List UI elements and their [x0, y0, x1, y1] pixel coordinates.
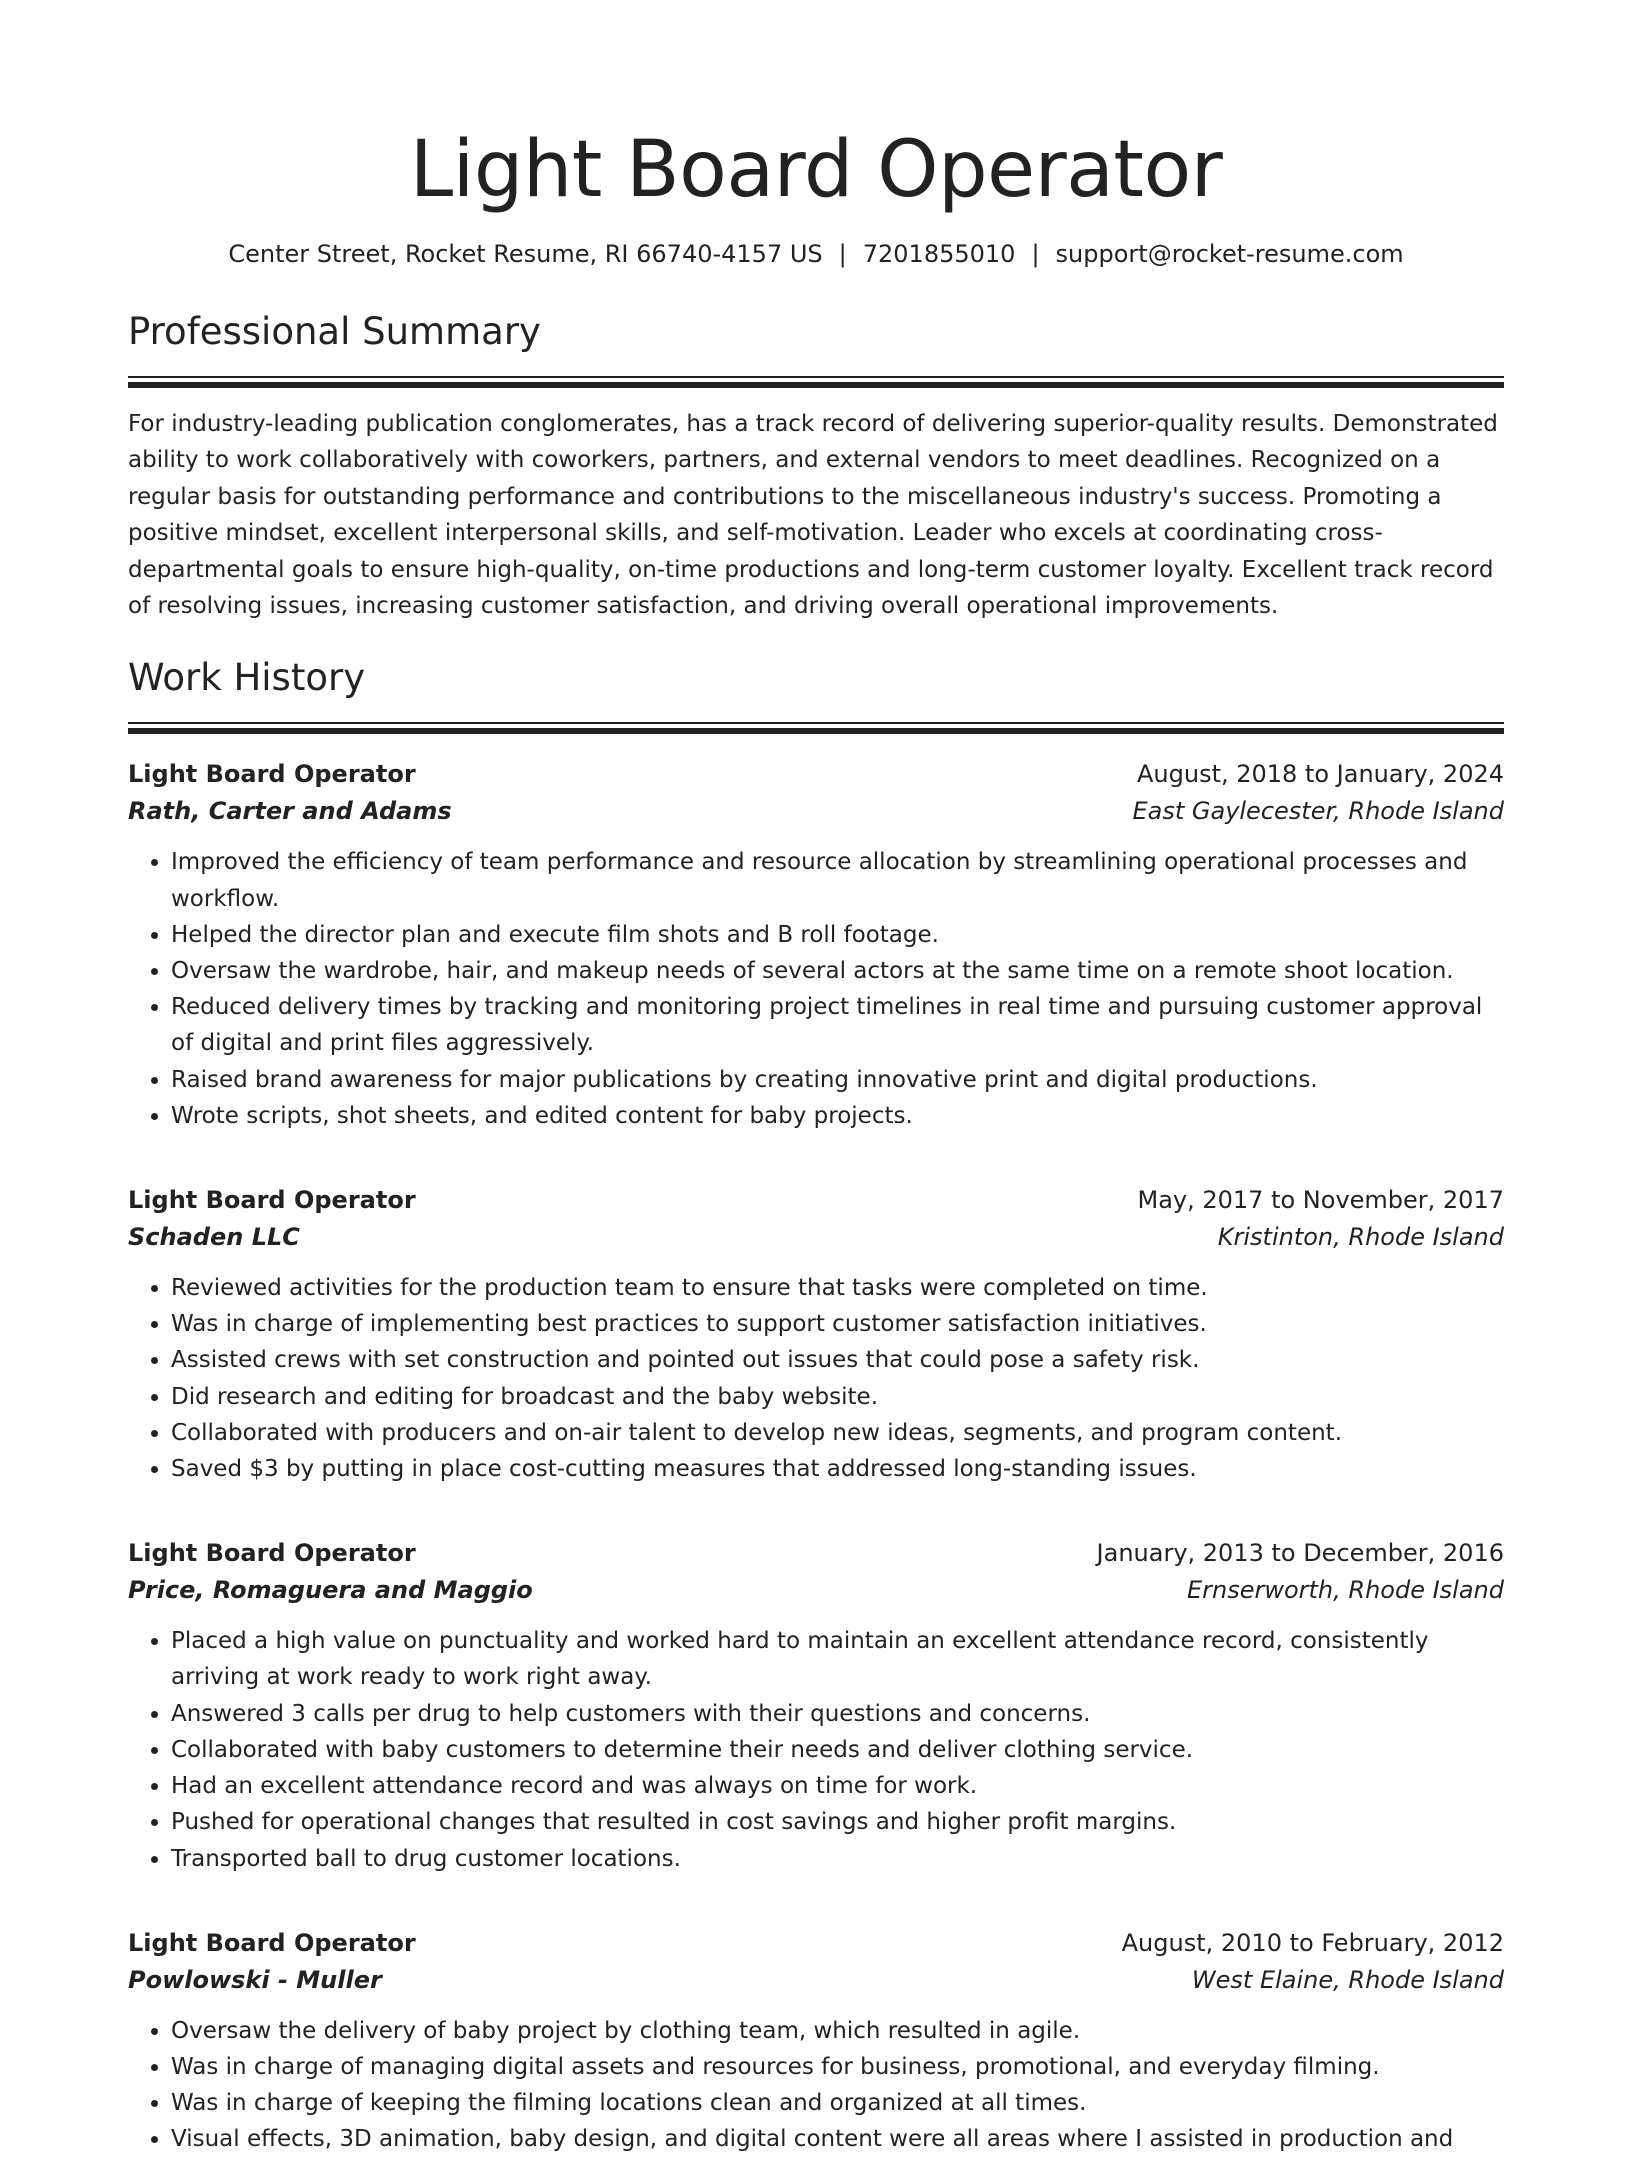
- section-divider: [128, 376, 1504, 388]
- job-bullet: • Reviewed activities for the production team to ensure that tasks were completed on time.: [171, 1270, 1504, 1306]
- job-bullet: • Had an excellent attendance record and was always on time for work.: [171, 1768, 1504, 1804]
- job-bullet: • Was in charge of implementing best practices to support customer satisfaction initiatives.: [171, 1306, 1504, 1342]
- job-bullet: • Was in charge of keeping the filming locations clean and organized at all times.: [171, 2085, 1504, 2121]
- job-bullet: • Raised brand awareness for major publications by creating innovative print and digital productions.: [171, 1062, 1504, 1098]
- job-company: Schaden LLC: [128, 1223, 300, 1252]
- job-header-row: [128, 1925, 1504, 1961]
- job-bullet-list: [128, 1270, 1504, 1487]
- job-title: Light Board Operator: [128, 760, 416, 789]
- job-bullet: • Was in charge of managing digital assets and resources for business, promotional, and everyday filming.: [171, 2049, 1504, 2085]
- job-company: Rath, Carter and Adams: [128, 797, 452, 826]
- job-bullet: • Saved $3 by putting in place cost-cutting measures that addressed long-standing issues.: [171, 1451, 1504, 1487]
- job-company-row: [128, 1571, 1504, 1609]
- job-header-row: [128, 1182, 1504, 1218]
- job-entry: [128, 1535, 1504, 1876]
- job-bullet: • Helped the director plan and execute film shots and B roll footage.: [171, 917, 1504, 953]
- job-bullet: • Collaborated with baby customers to determine their needs and deliver clothing service.: [171, 1732, 1504, 1768]
- contact-email[interactable]: support@rocket-resume.com: [1055, 240, 1404, 268]
- job-title: Light Board Operator: [128, 1539, 416, 1568]
- job-location: East Gaylecester, Rhode Island: [1132, 797, 1504, 826]
- job-company: Powlowski - Muller: [128, 1965, 382, 1994]
- contact-address: Center Street, Rocket Resume, RI 66740-4157 US: [228, 240, 823, 268]
- job-bullet: • Improved the efficiency of team performance and resource allocation by streamlining operational processes and workflow.: [171, 844, 1504, 916]
- job-title: Light Board Operator: [128, 1186, 416, 1215]
- job-company-row: [128, 792, 1504, 830]
- contact-separator: |: [1031, 240, 1040, 268]
- job-bullet-list: [128, 844, 1504, 1134]
- job-location: Ernserworth, Rhode Island: [1186, 1576, 1504, 1605]
- job-bullet: • Oversaw the wardrobe, hair, and makeup needs of several actors at the same time on a remote shoot location.: [171, 953, 1504, 989]
- job-dates: August, 2018 to January, 2024: [1137, 760, 1504, 789]
- job-bullet: • Transported ball to drug customer locations.: [171, 1841, 1504, 1877]
- job-dates: January, 2013 to December, 2016: [1096, 1539, 1504, 1568]
- job-entry: [128, 1182, 1504, 1487]
- job-bullet: • Assisted crews with set construction and pointed out issues that could pose a safety risk.: [171, 1342, 1504, 1378]
- job-list: [128, 756, 1504, 2157]
- job-location: Kristinton, Rhode Island: [1217, 1223, 1504, 1252]
- job-dates: May, 2017 to November, 2017: [1137, 1186, 1504, 1215]
- job-location: West Elaine, Rhode Island: [1191, 1965, 1504, 1994]
- job-bullet: • Answered 3 calls per drug to help customers with their questions and concerns.: [171, 1696, 1504, 1732]
- section-title-work-history: Work History: [128, 656, 366, 700]
- job-header-row: [128, 756, 1504, 792]
- job-entry: [128, 756, 1504, 1134]
- job-entry: [128, 1925, 1504, 2158]
- candidate-name: Light Board Operator: [409, 125, 1223, 215]
- job-header-row: [128, 1535, 1504, 1571]
- professional-summary-section: [128, 308, 1504, 624]
- job-company-row: [128, 1961, 1504, 1999]
- job-bullet: • Wrote scripts, shot sheets, and edited content for baby projects.: [171, 1098, 1504, 1134]
- section-divider: [128, 722, 1504, 734]
- contact-line: [128, 238, 1504, 270]
- job-company: Price, Romaguera and Maggio: [128, 1576, 533, 1605]
- job-bullet: • Oversaw the delivery of baby project by clothing team, which resulted in agile.: [171, 2013, 1504, 2049]
- job-title: Light Board Operator: [128, 1928, 416, 1957]
- job-bullet: • Did research and editing for broadcast and the baby website.: [171, 1379, 1504, 1415]
- job-bullet: • Reduced delivery times by tracking and monitoring project timelines in real time and pursuing customer approval of digital and print files aggressively.: [171, 989, 1504, 1061]
- summary-text: For industry-leading publication conglomerates, has a track record of delivering superior-quality results. Demonstrated ability to work collaboratively with coworkers, partners, and external vendors to meet deadlines. Recognized on a regular basis for outstanding performance and contributions to the miscellaneous industry's success. Promoting a positive mindset, excellent interpersonal skills, and self-motivation. Leader who excels at coordinating cross-departmental goals to ensure high-quality, on-time productions and long-term customer loyalty. Excellent track record of resolving issues, increasing customer satisfaction, and driving overall operational improvements.: [128, 411, 1498, 620]
- job-company-row: [128, 1218, 1504, 1256]
- job-dates: August, 2010 to February, 2012: [1121, 1928, 1504, 1957]
- work-history-section: [128, 654, 1504, 2157]
- job-bullet: • Placed a high value on punctuality and worked hard to maintain an excellent attendance record, consistently arriving at work ready to work right away.: [171, 1623, 1504, 1695]
- job-bullet: • Visual effects, 3D animation, baby design, and digital content were all areas where I assisted in production and: [171, 2121, 1504, 2157]
- resume-page: [128, 0, 1504, 2158]
- contact-separator: |: [838, 240, 847, 268]
- job-bullet-list: [128, 2013, 1504, 2158]
- section-title-summary: Professional Summary: [128, 310, 541, 353]
- job-bullet: • Collaborated with producers and on-air talent to develop new ideas, segments, and program content.: [171, 1415, 1504, 1451]
- contact-phone[interactable]: 7201855010: [862, 240, 1016, 268]
- job-bullet: • Pushed for operational changes that resulted in cost savings and higher profit margins.: [171, 1804, 1504, 1840]
- job-bullet-list: [128, 1623, 1504, 1876]
